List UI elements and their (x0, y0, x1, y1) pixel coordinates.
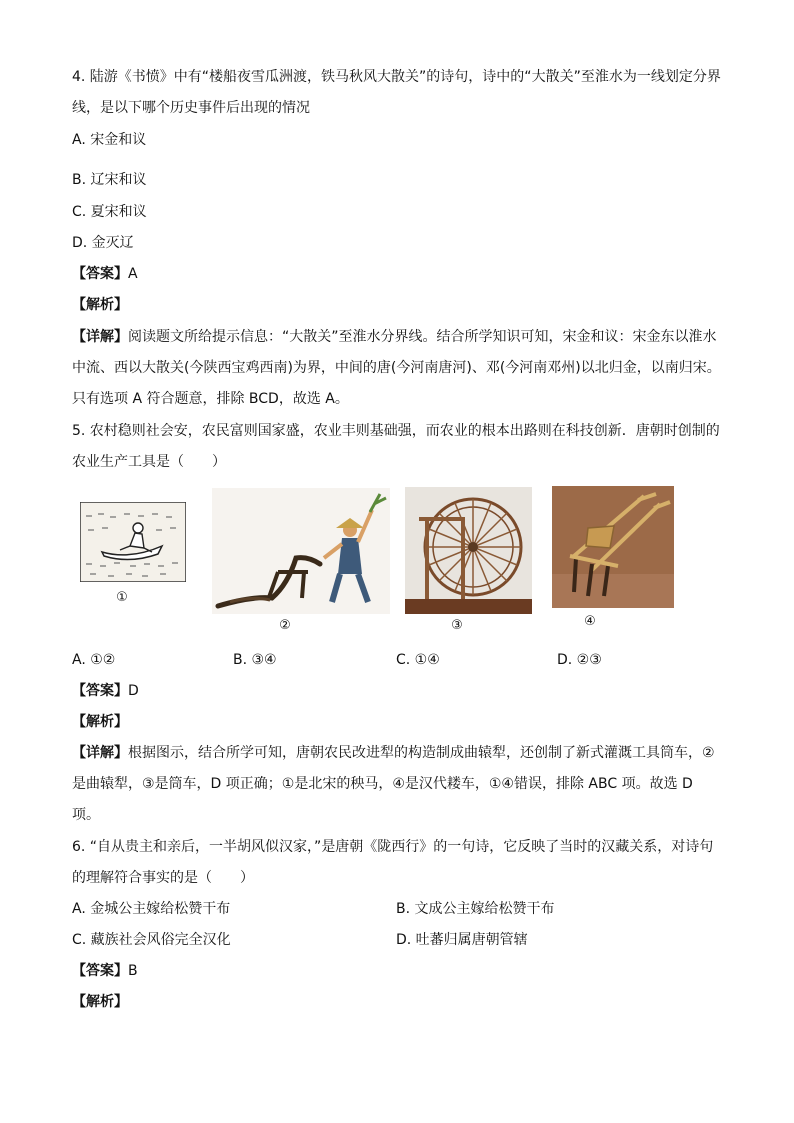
detail-tag: 【详解】 (72, 745, 128, 761)
q5-option-d: D. ②③ (557, 652, 602, 668)
answer-value: B (128, 963, 138, 979)
figure-4-label: ④ (584, 614, 596, 629)
figure-2-label: ② (279, 618, 291, 633)
q4-option-a: A. 宋金和议 (72, 132, 147, 148)
q5-option-a: A. ①② (72, 652, 116, 668)
figure-1-yangma (80, 502, 186, 582)
q4-option-d: D. 金灭辽 (72, 235, 134, 251)
q6-option-a: A. 金城公主嫁给松赞干布 (72, 901, 231, 917)
q6-option-d: D. 吐蕃归属唐朝管辖 (396, 932, 528, 948)
figure-1-label: ① (116, 590, 128, 605)
detail-text: 阅读题文所给提示信息：“大散关”至淮水分界线。结合所学知识可知，宋金和议：宋金东以淮水中流、西以大散关(今陕西宝鸡西南)为界，中间的唐(今河南唐河)、邓(今河南邓州)以北归金，以南归宋。只有选项 A 符合题意，排除 BCD，故选 A。 (72, 329, 721, 407)
q4-stem: 4. 陆游《书愤》中有“楼船夜雪瓜洲渡，铁马秋风大散关”的诗句，诗中的“大散关”至淮水为一线划定分界线，是以下哪个历史事件后出现的情况 (72, 69, 721, 116)
answer-value: A (128, 266, 138, 282)
q4-option-b: B. 辽宋和议 (72, 172, 147, 188)
q4-analysis-tag: 【解析】 (72, 297, 128, 313)
answer-tag: 【答案】 (72, 266, 128, 282)
q5-option-b: B. ③④ (233, 652, 277, 668)
figure-2-quyuanli (212, 488, 390, 614)
q6-analysis-tag: 【解析】 (72, 994, 128, 1010)
q5-analysis-tag: 【解析】 (72, 714, 128, 730)
q4-answer (72, 264, 138, 284)
answer-value: D (128, 683, 139, 699)
q4-detail (72, 322, 722, 415)
q5-answer (72, 681, 139, 701)
answer-tag: 【答案】 (72, 683, 128, 699)
q5-stem: 5. 农村稳则社会安，农民富则国家盛，农业丰则基础强，而农业的根本出路则在科技创新．唐朝时创制的农业生产工具是（ ） (72, 423, 720, 470)
figure-3-tongche (405, 487, 532, 614)
q5-detail (72, 738, 722, 831)
q6-answer (72, 961, 138, 981)
figure-3-label: ③ (451, 618, 463, 633)
q5-option-c: C. ①④ (396, 652, 440, 668)
answer-tag: 【答案】 (72, 963, 128, 979)
figure-4-louche (552, 486, 674, 608)
q6-option-c: C. 藏族社会风俗完全汉化 (72, 932, 231, 948)
detail-text: 根据图示，结合所学可知，唐朝农民改进犁的构造制成曲辕犁，还创制了新式灌溉工具筒车，②是曲辕犁，③是筒车，D 项正确；①是北宋的秧马，④是汉代耧车，①④错误，排除 ABC 项。故选 D 项。 (72, 745, 715, 823)
detail-tag: 【详解】 (72, 329, 128, 345)
q6-stem: 6. “自从贵主和亲后，一半胡风似汉家，”是唐朝《陇西行》的一句诗，它反映了当时的汉藏关系，对诗句的理解符合事实的是（ ） (72, 839, 714, 886)
q6-option-b: B. 文成公主嫁给松赞干布 (396, 901, 555, 917)
q4-option-c: C. 夏宋和议 (72, 204, 147, 220)
